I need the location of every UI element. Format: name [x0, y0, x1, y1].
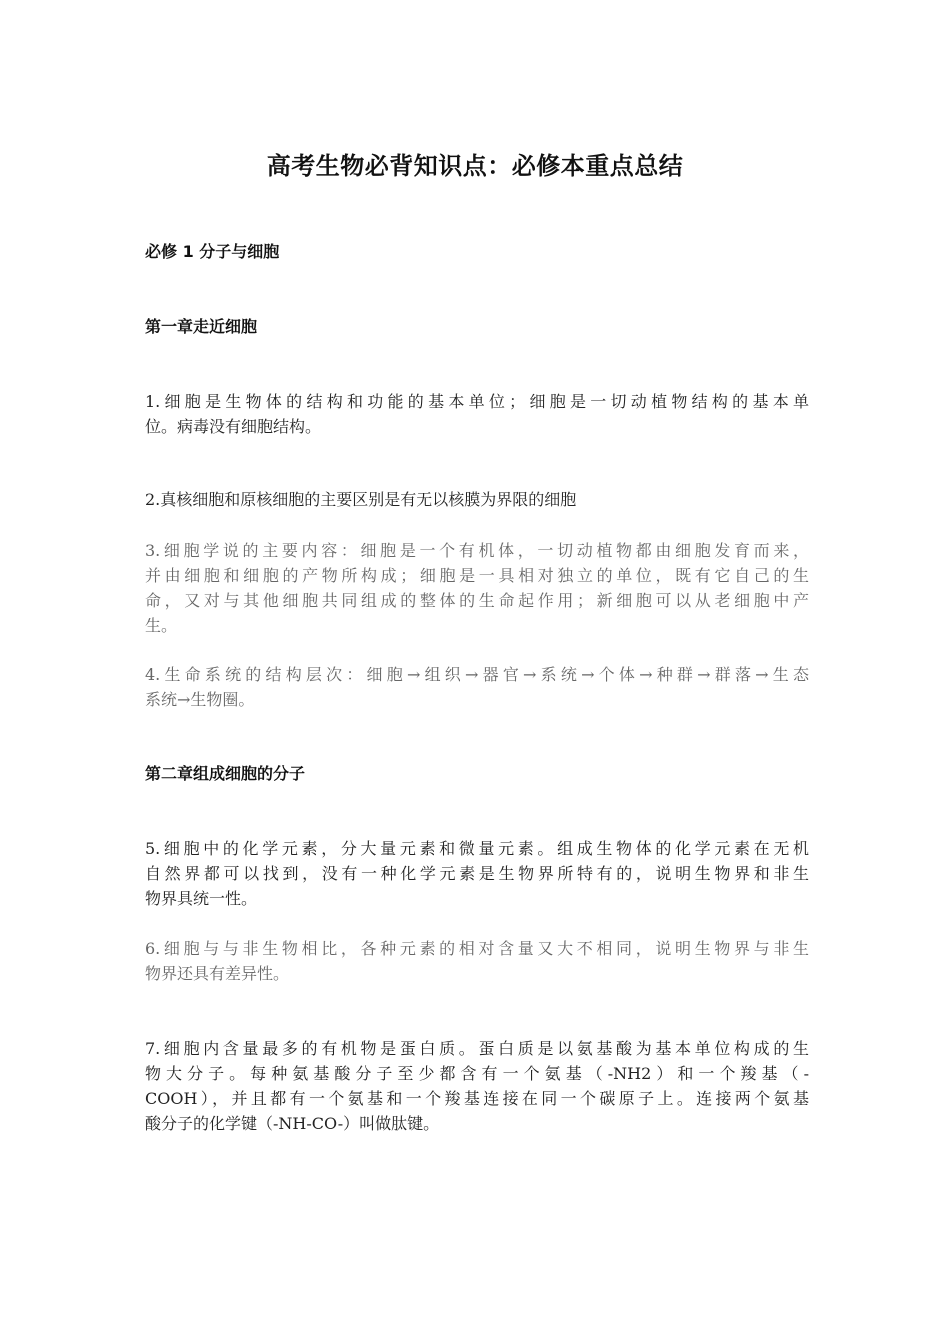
paragraph-line: 位。病毒没有细胞结构。 [145, 417, 322, 436]
document-title: 高考生物必背知识点：必修本重点总结 [266, 152, 684, 180]
paragraph-6 [145, 936, 809, 986]
paragraph-4 [145, 662, 809, 712]
paragraph-line: 3.细胞学说的主要内容：细胞是一个有机体，一切动植物都由细胞发育而来， [145, 541, 809, 560]
paragraph-1 [145, 389, 809, 439]
paragraph-line: 物界具统一性。 [145, 889, 258, 908]
paragraph-line: 物界还具有差异性。 [145, 964, 290, 983]
paragraph-line: 物大分子。每种氨基酸分子至少都含有一个氨基（-NH2）和一个羧基（- [145, 1064, 809, 1083]
paragraph-line: 酸分子的化学键（-NH-CO-）叫做肽键。 [145, 1114, 440, 1133]
paragraph-line: 7.细胞内含量最多的有机物是蛋白质。蛋白质是以氨基酸为基本单位构成的生 [145, 1039, 809, 1058]
paragraph-line: 6.细胞与与非生物相比，各种元素的相对含量又大不相同，说明生物界与非生 [145, 939, 809, 958]
paragraph-5 [145, 836, 809, 911]
paragraph-line: 系统→生物圈。 [145, 690, 255, 709]
paragraph-line: 自然界都可以找到，没有一种化学元素是生物界所特有的，说明生物界和非生 [145, 864, 809, 883]
chapter-heading-2: 第二章组成细胞的分子 [145, 764, 306, 783]
paragraph-line: 命，又对与其他细胞共同组成的整体的生命起作用；新细胞可以从老细胞中产 [145, 591, 809, 610]
module-heading: 必修 1 分子与细胞 [145, 242, 280, 261]
paragraph-7 [145, 1036, 809, 1136]
paragraph-2 [145, 487, 809, 512]
chapter-heading-1: 第一章走近细胞 [145, 317, 258, 336]
paragraph-line: COOH），并且都有一个氨基和一个羧基连接在同一个碳原子上。连接两个氨基 [145, 1089, 809, 1108]
paragraph-3 [145, 538, 809, 638]
paragraph-line: 并由细胞和细胞的产物所构成；细胞是一具相对独立的单位，既有它自己的生 [145, 566, 809, 585]
paragraph-line: 4.生命系统的结构层次：细胞→组织→器官→系统→个体→种群→群落→生态 [145, 665, 809, 684]
paragraph-line: 生。 [145, 616, 178, 635]
paragraph-line: 1.细胞是生物体的结构和功能的基本单位；细胞是一切动植物结构的基本单 [145, 392, 809, 411]
paragraph-line: 5.细胞中的化学元素，分大量元素和微量元素。组成生物体的化学元素在无机 [145, 839, 809, 858]
paragraph-line: 2.真核细胞和原核细胞的主要区别是有无以核膜为界限的细胞 [145, 490, 577, 509]
